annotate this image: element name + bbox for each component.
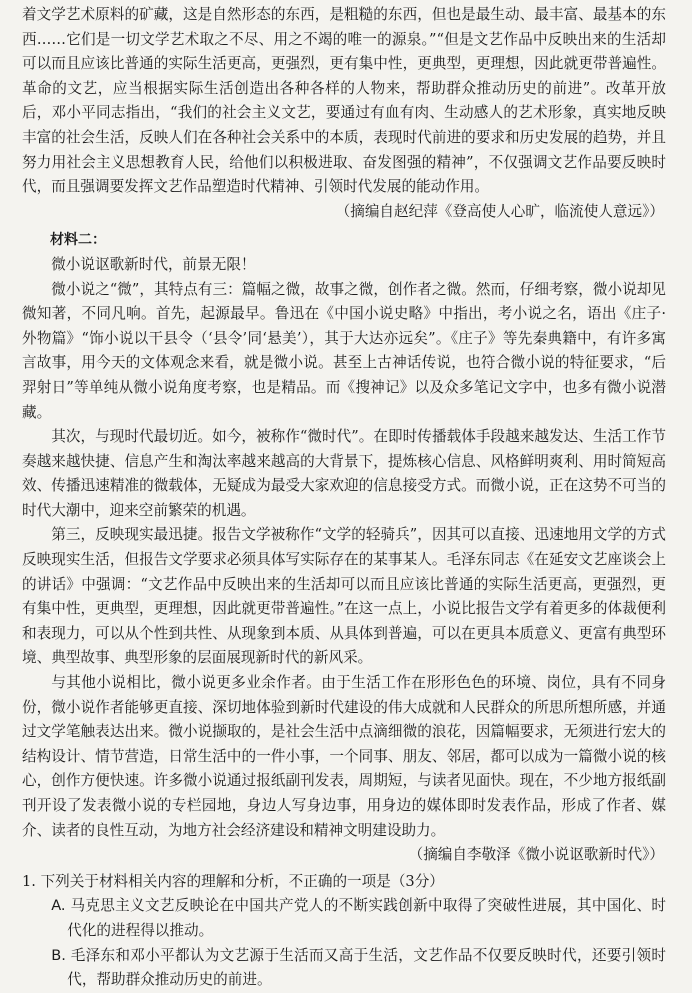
material-2-heading: 材料二：: [50, 232, 106, 249]
paragraph-5: 与其他小说相比，微小说更多业余作者。由于生活工作在形形色色的环境、岗位，具有不同身份，微小说作者能够更直接、深切地体验到新时代建设的伟大成就和人民群众的所思所想所感，并通过文学笔触表达出来。微小说撷取的，是社会生活中点滴细微的浪花，因篇幅要求，无须进行宏大的结构设计、情节营造，日常生活中的一件小事，一个同事、朋友、邻居，都可以成为一篇微小说的核心，创作方便快速。许多微小说通过报纸副刊发表，周期短，与读者见面快。现在，不少地方报纸副刊开设了发表微小说的专栏园地，身边人写身边事，用身边的媒体即时发表作品，形成了作者、媒介、读者的良性互动，为地方社会经济建设和精神文明建设助力。: [22, 674, 666, 839]
paragraph-continued: 着文学艺术原料的矿藏，这是自然形态的东西，是粗糙的东西，但也是最生动、最丰富、最基本的东西……它们是一切文学艺术取之不尽、用之不竭的唯一的源泉。”“但是文艺作品中反映出来的生活却可以而且应该比普通的实际生活更高，更强烈，更有集中性，更典型，更理想，因此就更带普遍性。革命的文艺，应当根据实际生活创造出各种各样的人物来，帮助群众推动历史的前进”。改革开放后，邓小平同志指出，“我们的社会主义文艺，要通过有血有肉、生动感人的艺术形象，真实地反映丰富的社会生活，反映人们在各种社会关系中的本质，表现时代前进的要求和历史发展的趋势，并且努力用社会主义思想教育人民，给他们以积极进取、奋发图强的精神”，不仅强调文艺作品要反映时代，而且强调要发挥文艺作品塑造时代精神、引领时代发展的能动作用。: [22, 6, 666, 196]
option-b[interactable]: B. 毛泽东和邓小平都认为文艺源于生活而又高于生活，文艺作品不仅要反映时代，还要引领时代，帮助群众推动历史的前进。: [51, 946, 666, 989]
question-1: 1. 下列关于材料相关内容的理解和分析，不正确的一项是（3分）: [22, 872, 444, 890]
paragraph-2: 微小说之“微”，其特点有三：篇幅之微，故事之微，创作者之微。然而，仔细考察，微小说却见微知著，不同凡响。首先，起源最早。鲁迅在《中国小说史略》中指出，考小说之名，语出《庄子·外物篇》“饰小说以干县令（‘县令’同‘悬美’），其于大达亦远矣”。《庄子》等先秦典籍中，有许多寓言故事，用今天的文体观念来看，就是微小说。甚至上古神话传说，也符合微小说的特征要求，“后羿射日”等单纯从微小说角度考察，也是精品。而《搜神记》以及众多笔记文字中，也多有微小说潜藏。: [22, 280, 666, 421]
citation-2: （摘编自李敬泽《微小说讴歌新时代》）: [408, 846, 664, 864]
citation-1: （摘编自赵纪萍《登高使人心旷，临流使人意远》）: [335, 202, 664, 220]
paragraph-3: 其次，与现时代最切近。如今，被称作“微时代”。在即时传播载体手段越来越发达、生活工作节奏越来越快捷、信息产生和淘汰率越来越高的大背景下，提炼核心信息、风格鲜明爽利、用时简短高效、传播迅速精准的微载体，无疑成为最受大家欢迎的信息接受方式。而微小说，正在这势不可当的时代大潮中，迎来空前繁荣的机遇。: [22, 428, 666, 519]
paragraph-title-line: 微小说讴歌新时代，前景无限！: [51, 255, 256, 273]
option-a[interactable]: A. 马克思主义文艺反映论在中国共产党人的不断实践创新中取得了突破性进展，其中国化、时代化的进程得以推动。: [51, 897, 666, 939]
paragraph-4: 第三，反映现实最迅捷。报告文学被称作“文学的轻骑兵”，因其可以直接、迅速地用文学的方式反映现实生活，但报告文学要求必须具体写实际存在的某事某人。毛泽东同志《在延安文艺座谈会上的讲话》中强调：“文艺作品中反映出来的生活却可以而且应该比普通的实际生活更高，更强烈，更有集中性，更典型，更理想，因此就更带普遍性。”在这一点上，小说比报告文学有着更多的体裁便利和表现力，可以从个性到共性、从现象到本质、从具体到普遍，可以在更具本质意义、更富有典型环境、典型故事、典型形象的层面展现新时代的新风采。: [22, 526, 666, 667]
